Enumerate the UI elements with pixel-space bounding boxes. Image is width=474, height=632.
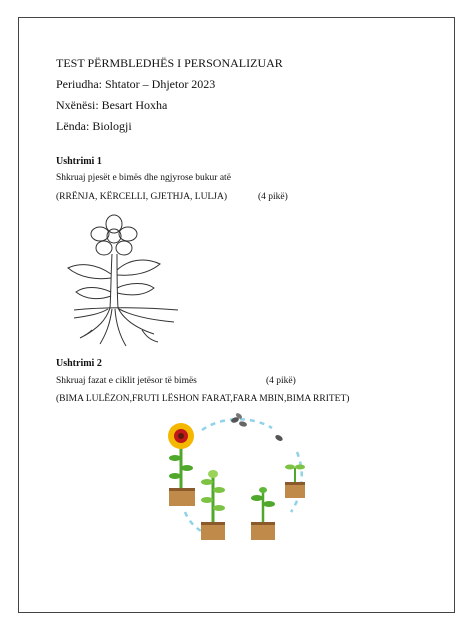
exercise1-heading: Ushtrimi 1 — [56, 156, 102, 167]
student-line: Nxënësi: Besart Hoxha — [56, 98, 168, 112]
exercise1-options: (RRËNJA, KËRCELLI, GJETHJA, LULJA) — [56, 192, 227, 202]
sprout-icon — [285, 465, 305, 499]
exercise2-options: (BIMA LULËZON,FRUTI LËSHON FARAT,FARA MBIN,BIMA RRITET) — [56, 394, 350, 404]
sunflower-icon — [168, 423, 195, 506]
test-title: TEST PËRMBLEDHËS I PERSONALIZUAR — [56, 56, 283, 70]
plant-outline-drawing — [62, 212, 192, 352]
subject-line: Lënda: Biologji — [56, 119, 132, 133]
plant-life-cycle-illustration — [167, 412, 307, 542]
seeds-icon — [230, 412, 283, 442]
growing-plant-icon — [201, 470, 225, 540]
exercise2-points: (4 pikë) — [266, 376, 296, 386]
exercise2-instruction: Shkruaj fazat e ciklit jetësor të bimës — [56, 376, 197, 386]
period-line: Periudha: Shtator – Dhjetor 2023 — [56, 77, 216, 91]
young-plant-icon — [251, 487, 275, 540]
exercise1-points: (4 pikë) — [258, 192, 288, 202]
exercise1-instruction: Shkruaj pjesët e bimës dhe ngjyrose bukur atë — [56, 173, 231, 183]
exercise2-heading: Ushtrimi 2 — [56, 358, 102, 369]
